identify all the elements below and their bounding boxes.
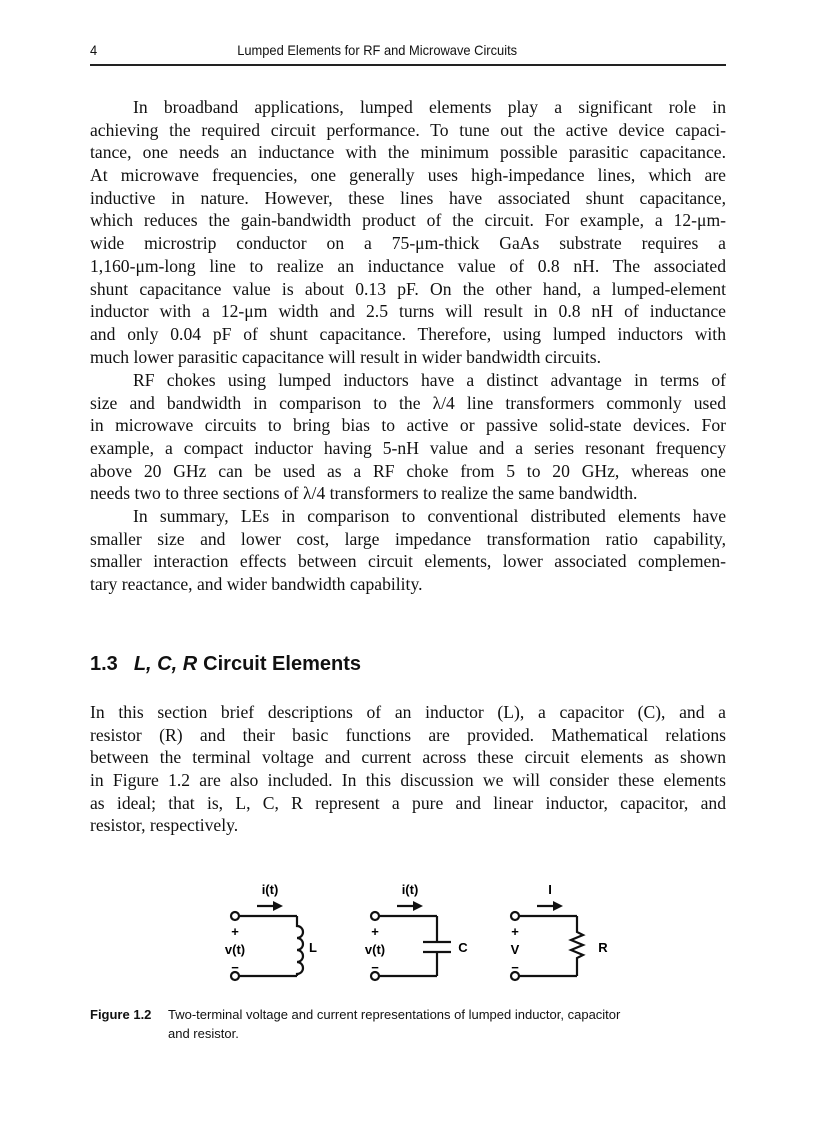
text-line: achieving the required circuit performance. To tune out the active device capaci-: [90, 119, 726, 140]
minus-label: −: [231, 960, 239, 975]
figure-circuits: [215, 870, 615, 990]
text-line: smaller interaction effects between circuit elements, lower associated complemen-: [90, 551, 726, 572]
caption-text-2: and resistor.: [168, 1026, 239, 1041]
text-line: above 20 GHz can be used as a RF choke from 5 to 20 GHz, whereas one: [90, 460, 726, 481]
circuit-L: [225, 882, 317, 980]
text-line: resistor, respectively.: [90, 815, 239, 836]
terminal-icon: [371, 912, 379, 920]
current-label: I: [548, 882, 552, 897]
text-line: smaller size and lower cost, large impedance transformation ratio capability,: [90, 528, 726, 549]
text-line: needs two to three sections of λ/4 transformers to realize the same bandwidth.: [90, 483, 638, 504]
text-line: shunt capacitance value is about 0.13 pF. On the other hand, a lumped-element: [90, 278, 726, 299]
minus-label: −: [511, 960, 519, 975]
text-line: inductor with a 12-μm width and 2.5 turns will result in 0.8 nH of inductance: [90, 301, 726, 322]
current-label: i(t): [261, 882, 279, 897]
text-line: resistor (R) and their basic functions are provided. Mathematical relations: [90, 724, 726, 745]
element-label: C: [458, 940, 468, 955]
plus-label: +: [371, 924, 379, 939]
minus-label: −: [371, 960, 379, 975]
paragraph-2: [90, 369, 726, 505]
paragraph-1: [90, 96, 726, 368]
circuit-R: [511, 882, 609, 980]
resistor-icon: [571, 916, 583, 976]
text-line: inductive in nature. However, these lines have associated shunt capacitance,: [90, 187, 726, 208]
section-paragraph: [90, 701, 726, 837]
text-line: tary reactance, and wider bandwidth capability.: [90, 574, 423, 595]
voltage-label: v(t): [224, 942, 246, 957]
caption-label: Figure 1.2: [90, 1007, 152, 1022]
capacitor-icon: [423, 916, 451, 976]
current-label: i(t): [401, 882, 419, 897]
terminal-icon: [231, 912, 239, 920]
text-line: in Figure 1.2 are also included. In this discussion we will consider these elements: [90, 770, 726, 791]
text-line: size and bandwidth in comparison to the λ/4 line transformers commonly used: [90, 392, 726, 413]
circuit-C: [365, 882, 468, 980]
section-number: 1.3: [90, 653, 118, 675]
voltage-label: V: [510, 942, 520, 957]
text-line: tance, one needs an inductance with the minimum possible parasitic capacitance.: [90, 142, 726, 163]
caption-text: Two-terminal voltage and current representations of lumped inductor, capacitor: [168, 1007, 621, 1022]
text-line: as ideal; that is, L, C, R represent a pure and linear inductor, capacitor, and: [90, 792, 726, 813]
text-line: In summary, LEs in comparison to conventional distributed elements have: [133, 506, 726, 526]
element-label: L: [309, 940, 317, 955]
text-line: In broadband applications, lumped elements play a significant role in: [133, 97, 726, 117]
running-header: [90, 40, 675, 62]
plus-label: +: [511, 924, 519, 939]
section-heading: [90, 653, 361, 676]
wire: [379, 916, 437, 976]
text-line: much lower parasitic capacitance will result in wider bandwidth circuits.: [90, 346, 602, 367]
text-line: between the terminal voltage and current across these circuit elements as shown: [90, 747, 726, 768]
wire: [239, 916, 297, 976]
voltage-label: v(t): [364, 942, 386, 957]
text-line: which reduces the gain-bandwidth product of the circuit. For example, a 12-μm-: [90, 210, 726, 231]
terminal-icon: [511, 912, 519, 920]
text-line: At microwave frequencies, one generally uses high-impedance lines, which are: [90, 165, 726, 186]
inductor-icon: [297, 916, 303, 976]
running-title: Lumped Elements for RF and Microwave Circuits: [237, 42, 518, 58]
text-line: 1,160-μm-long line to realize an inductance value of 0.8 nH. The associated: [90, 255, 726, 276]
text-line: wide microstrip conductor on a 75-μm-thick GaAs substrate requires a: [90, 233, 726, 254]
header-rule: [90, 64, 726, 66]
text-line: In this section brief descriptions of an inductor (L), a capacitor (C), and a: [90, 702, 726, 722]
text-line: in microwave circuits to bring bias to active or passive solid-state devices. For: [90, 415, 726, 436]
section-title-italic: L, C, R: [133, 653, 198, 675]
text-line: RF chokes using lumped inductors have a distinct advantage in terms of: [133, 370, 726, 390]
plus-label: +: [231, 924, 239, 939]
text-line: example, a compact inductor having 5-nH value and a series resonant frequency: [90, 438, 726, 459]
paragraph-3: [90, 505, 726, 596]
element-label: R: [598, 940, 608, 955]
figure-caption: [90, 1005, 730, 1043]
section-title: Circuit Elements: [203, 653, 361, 675]
page-number: 4: [90, 42, 98, 58]
wire: [519, 916, 577, 976]
text-line: and only 0.04 pF of shunt capacitance. Therefore, using lumped inductors with: [90, 323, 726, 344]
